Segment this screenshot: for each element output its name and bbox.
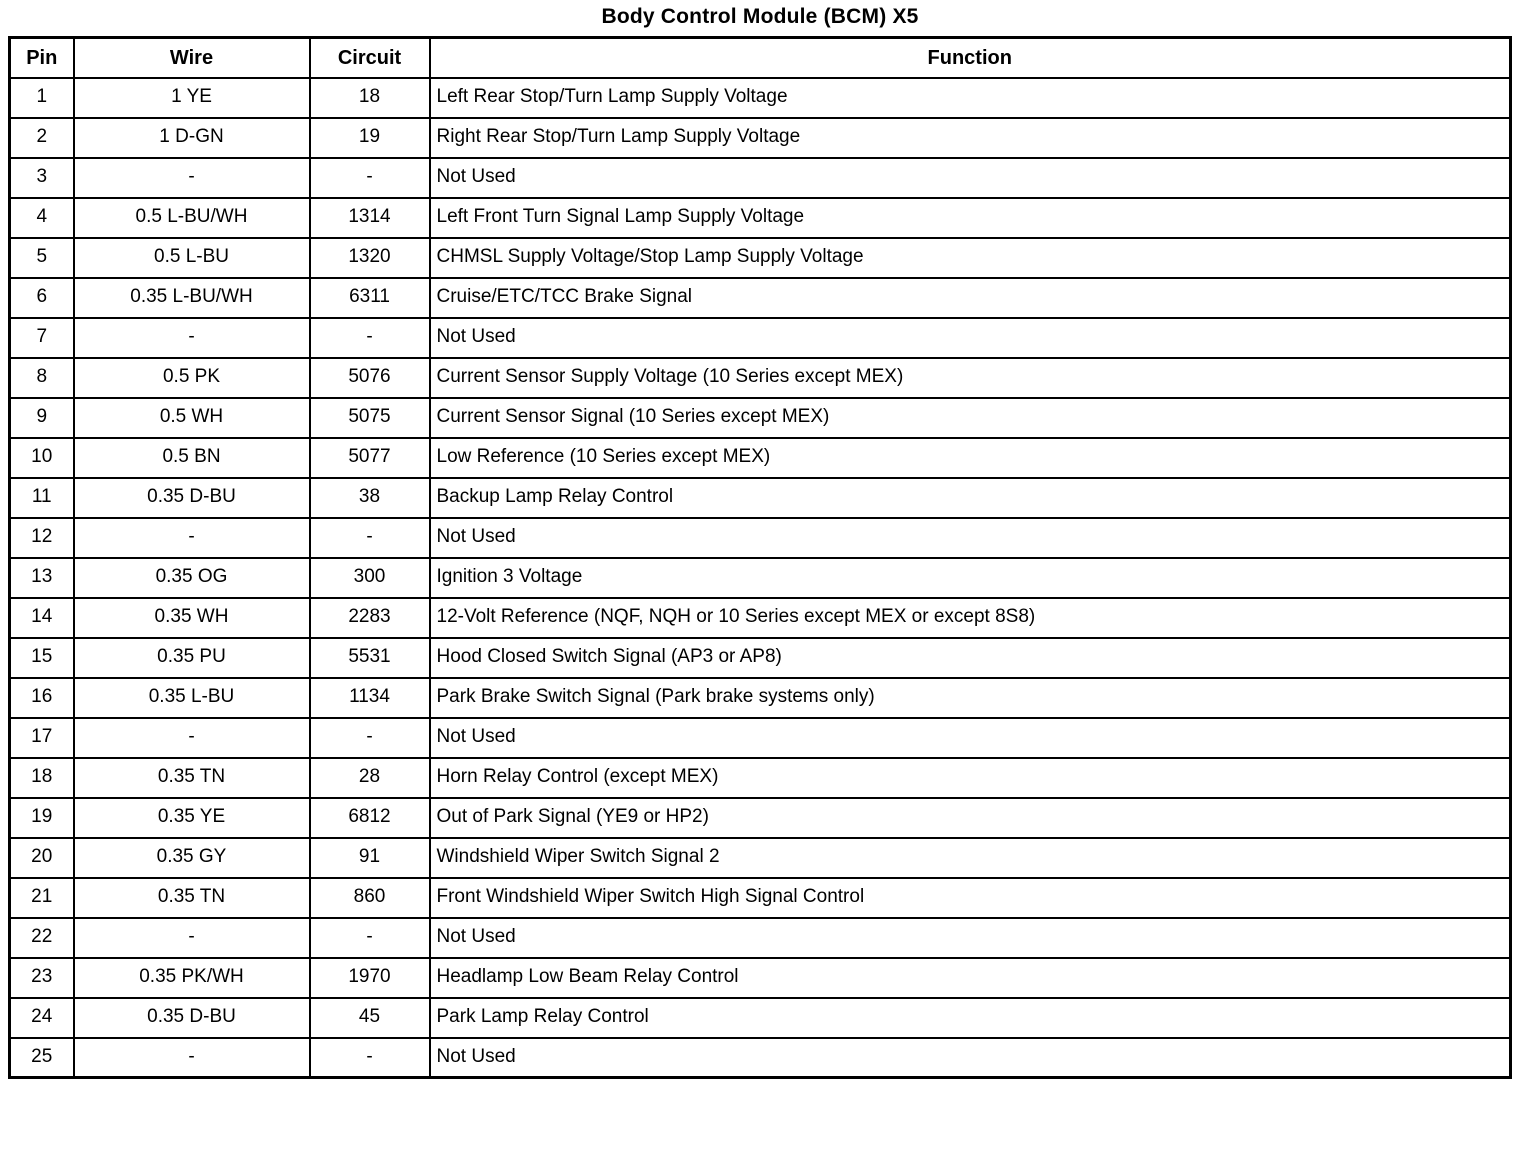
table-row bbox=[10, 558, 1511, 598]
pin-cell: 7 bbox=[10, 318, 74, 358]
circuit-cell: 6311 bbox=[310, 278, 430, 318]
circuit-cell: 28 bbox=[310, 758, 430, 798]
function-cell: Low Reference (10 Series except MEX) bbox=[430, 438, 1511, 478]
circuit-cell: 5075 bbox=[310, 398, 430, 438]
wire-cell: 0.35 D-BU bbox=[74, 998, 310, 1038]
function-cell: Park Lamp Relay Control bbox=[430, 998, 1511, 1038]
function-cell: Left Rear Stop/Turn Lamp Supply Voltage bbox=[430, 78, 1511, 118]
pin-cell: 25 bbox=[10, 1038, 74, 1078]
circuit-cell: - bbox=[310, 318, 430, 358]
table-row bbox=[10, 358, 1511, 398]
wire-cell: 0.35 YE bbox=[74, 798, 310, 838]
table-row bbox=[10, 958, 1511, 998]
table-row bbox=[10, 118, 1511, 158]
column-header-pin: Pin bbox=[10, 38, 74, 78]
wire-cell: 0.35 L-BU/WH bbox=[74, 278, 310, 318]
pin-cell: 19 bbox=[10, 798, 74, 838]
table-row bbox=[10, 878, 1511, 918]
table-row bbox=[10, 998, 1511, 1038]
wire-cell: 0.35 TN bbox=[74, 878, 310, 918]
function-cell: Park Brake Switch Signal (Park brake systems only) bbox=[430, 678, 1511, 718]
pin-cell: 4 bbox=[10, 198, 74, 238]
wire-cell: 0.5 WH bbox=[74, 398, 310, 438]
circuit-cell: 1314 bbox=[310, 198, 430, 238]
wire-cell: 0.5 BN bbox=[74, 438, 310, 478]
wire-cell: 0.5 L-BU/WH bbox=[74, 198, 310, 238]
table-row bbox=[10, 78, 1511, 118]
table-row bbox=[10, 718, 1511, 758]
circuit-cell: 5077 bbox=[310, 438, 430, 478]
circuit-cell: 1134 bbox=[310, 678, 430, 718]
wire-cell: 0.35 GY bbox=[74, 838, 310, 878]
pin-cell: 8 bbox=[10, 358, 74, 398]
pin-cell: 1 bbox=[10, 78, 74, 118]
wire-cell: 1 D-GN bbox=[74, 118, 310, 158]
circuit-cell: 18 bbox=[310, 78, 430, 118]
function-cell: Ignition 3 Voltage bbox=[430, 558, 1511, 598]
table-body bbox=[10, 78, 1511, 1078]
pin-cell: 12 bbox=[10, 518, 74, 558]
circuit-cell: 19 bbox=[310, 118, 430, 158]
function-cell: Not Used bbox=[430, 318, 1511, 358]
pinout-table bbox=[8, 36, 1512, 1079]
table-header bbox=[10, 38, 1511, 78]
pin-cell: 3 bbox=[10, 158, 74, 198]
function-cell: Not Used bbox=[430, 918, 1511, 958]
page-title: Body Control Module (BCM) X5 bbox=[601, 5, 919, 28]
function-cell: Headlamp Low Beam Relay Control bbox=[430, 958, 1511, 998]
table-row bbox=[10, 758, 1511, 798]
table-row bbox=[10, 678, 1511, 718]
circuit-cell: 860 bbox=[310, 878, 430, 918]
circuit-cell: 5531 bbox=[310, 638, 430, 678]
table-row bbox=[10, 478, 1511, 518]
function-cell: Right Rear Stop/Turn Lamp Supply Voltage bbox=[430, 118, 1511, 158]
wire-cell: - bbox=[74, 158, 310, 198]
table-row bbox=[10, 158, 1511, 198]
table-row bbox=[10, 518, 1511, 558]
pin-cell: 17 bbox=[10, 718, 74, 758]
table-row bbox=[10, 318, 1511, 358]
pin-cell: 23 bbox=[10, 958, 74, 998]
wire-cell: - bbox=[74, 718, 310, 758]
pin-cell: 6 bbox=[10, 278, 74, 318]
pin-cell: 2 bbox=[10, 118, 74, 158]
function-cell: Horn Relay Control (except MEX) bbox=[430, 758, 1511, 798]
function-cell: Left Front Turn Signal Lamp Supply Voltage bbox=[430, 198, 1511, 238]
table-row bbox=[10, 1038, 1511, 1078]
table-row bbox=[10, 238, 1511, 278]
pin-cell: 5 bbox=[10, 238, 74, 278]
header-row bbox=[10, 38, 1511, 78]
wire-cell: 0.35 D-BU bbox=[74, 478, 310, 518]
function-cell: Cruise/ETC/TCC Brake Signal bbox=[430, 278, 1511, 318]
circuit-cell: 38 bbox=[310, 478, 430, 518]
table-row bbox=[10, 918, 1511, 958]
pin-cell: 9 bbox=[10, 398, 74, 438]
wire-cell: 1 YE bbox=[74, 78, 310, 118]
pin-cell: 11 bbox=[10, 478, 74, 518]
table-row bbox=[10, 798, 1511, 838]
pin-cell: 24 bbox=[10, 998, 74, 1038]
circuit-cell: - bbox=[310, 718, 430, 758]
function-cell: Not Used bbox=[430, 518, 1511, 558]
circuit-cell: - bbox=[310, 1038, 430, 1078]
table-row bbox=[10, 598, 1511, 638]
function-cell: Current Sensor Signal (10 Series except MEX) bbox=[430, 398, 1511, 438]
function-cell: Windshield Wiper Switch Signal 2 bbox=[430, 838, 1511, 878]
circuit-cell: 1320 bbox=[310, 238, 430, 278]
wire-cell: 0.5 PK bbox=[74, 358, 310, 398]
circuit-cell: 91 bbox=[310, 838, 430, 878]
column-header-circuit: Circuit bbox=[310, 38, 430, 78]
wire-cell: - bbox=[74, 518, 310, 558]
circuit-cell: 5076 bbox=[310, 358, 430, 398]
function-cell: 12-Volt Reference (NQF, NQH or 10 Series except MEX or except 8S8) bbox=[430, 598, 1511, 638]
table-row bbox=[10, 838, 1511, 878]
circuit-cell: - bbox=[310, 518, 430, 558]
circuit-cell: 45 bbox=[310, 998, 430, 1038]
table-row bbox=[10, 398, 1511, 438]
function-cell: Backup Lamp Relay Control bbox=[430, 478, 1511, 518]
circuit-cell: 6812 bbox=[310, 798, 430, 838]
circuit-cell: 1970 bbox=[310, 958, 430, 998]
table-row bbox=[10, 278, 1511, 318]
wire-cell: 0.35 PU bbox=[74, 638, 310, 678]
wire-cell: - bbox=[74, 1038, 310, 1078]
wire-cell: 0.35 WH bbox=[74, 598, 310, 638]
function-cell: CHMSL Supply Voltage/Stop Lamp Supply Voltage bbox=[430, 238, 1511, 278]
circuit-cell: 2283 bbox=[310, 598, 430, 638]
pin-cell: 14 bbox=[10, 598, 74, 638]
pin-cell: 10 bbox=[10, 438, 74, 478]
pin-cell: 18 bbox=[10, 758, 74, 798]
wire-cell: - bbox=[74, 918, 310, 958]
wire-cell: 0.35 TN bbox=[74, 758, 310, 798]
function-cell: Front Windshield Wiper Switch High Signal Control bbox=[430, 878, 1511, 918]
pin-cell: 16 bbox=[10, 678, 74, 718]
pin-cell: 13 bbox=[10, 558, 74, 598]
wire-cell: 0.35 OG bbox=[74, 558, 310, 598]
function-cell: Out of Park Signal (YE9 or HP2) bbox=[430, 798, 1511, 838]
function-cell: Not Used bbox=[430, 158, 1511, 198]
wire-cell: 0.35 PK/WH bbox=[74, 958, 310, 998]
pin-cell: 15 bbox=[10, 638, 74, 678]
pin-cell: 20 bbox=[10, 838, 74, 878]
wire-cell: - bbox=[74, 318, 310, 358]
circuit-cell: - bbox=[310, 918, 430, 958]
table-row bbox=[10, 438, 1511, 478]
circuit-cell: 300 bbox=[310, 558, 430, 598]
column-header-function: Function bbox=[430, 38, 1511, 78]
circuit-cell: - bbox=[310, 158, 430, 198]
wire-cell: 0.35 L-BU bbox=[74, 678, 310, 718]
wire-cell: 0.5 L-BU bbox=[74, 238, 310, 278]
pin-cell: 21 bbox=[10, 878, 74, 918]
function-cell: Current Sensor Supply Voltage (10 Series except MEX) bbox=[430, 358, 1511, 398]
function-cell: Not Used bbox=[430, 1038, 1511, 1078]
table-row bbox=[10, 638, 1511, 678]
function-cell: Not Used bbox=[430, 718, 1511, 758]
table-row bbox=[10, 198, 1511, 238]
column-header-wire: Wire bbox=[74, 38, 310, 78]
function-cell: Hood Closed Switch Signal (AP3 or AP8) bbox=[430, 638, 1511, 678]
pin-cell: 22 bbox=[10, 918, 74, 958]
